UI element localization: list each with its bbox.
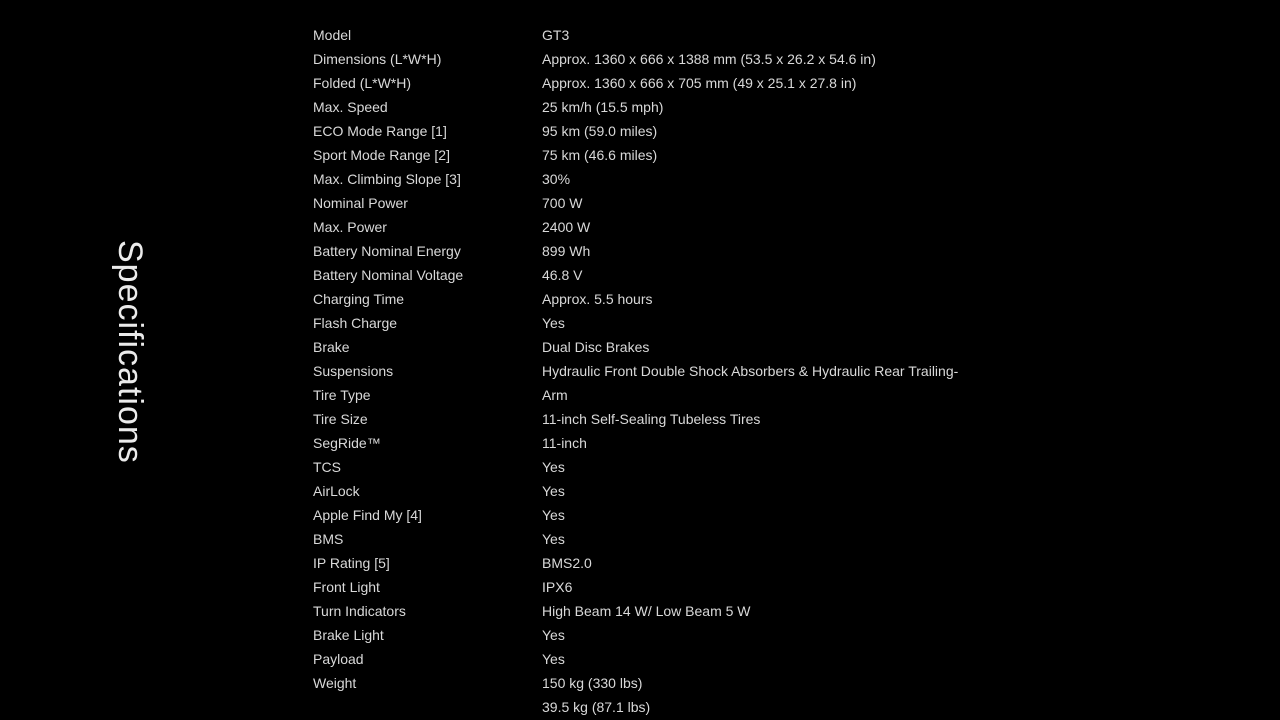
spec-row (313, 575, 1213, 599)
spec-row (313, 647, 1213, 671)
spec-table (313, 23, 1213, 719)
spec-label: BMS (313, 531, 344, 547)
spec-value: 150 kg (330 lbs) (542, 675, 643, 691)
spec-row (313, 47, 1213, 71)
spec-value: High Beam 14 W/ Low Beam 5 W (542, 603, 751, 619)
spec-label: AirLock (313, 483, 360, 499)
spec-label: Battery Nominal Voltage (313, 267, 464, 283)
spec-value: GT3 (542, 27, 570, 43)
spec-row (313, 599, 1213, 623)
spec-value: 30% (542, 171, 571, 187)
spec-row (313, 623, 1213, 647)
spec-row (313, 479, 1213, 503)
spec-row (313, 671, 1213, 695)
spec-row (313, 215, 1213, 239)
spec-value: Yes (542, 483, 565, 499)
spec-row (313, 527, 1213, 551)
spec-value: 95 km (59.0 miles) (542, 123, 658, 139)
spec-value: BMS2.0 (542, 555, 592, 571)
spec-label: IP Rating [5] (313, 555, 390, 571)
spec-value: Yes (542, 627, 565, 643)
spec-label: Tire Size (313, 411, 368, 427)
spec-row (313, 143, 1213, 167)
spec-value: 2400 W (542, 219, 591, 235)
spec-row (313, 335, 1213, 359)
spec-row (313, 287, 1213, 311)
spec-value: Hydraulic Front Double Shock Absorbers & Hydraulic Rear Trailing- (542, 363, 959, 379)
spec-value: Yes (542, 315, 565, 331)
page-title: Specifications (111, 240, 149, 464)
spec-row (313, 119, 1213, 143)
spec-value: Yes (542, 507, 565, 523)
spec-value: 46.8 V (542, 267, 583, 283)
spec-value: Arm (542, 387, 568, 403)
spec-row (313, 455, 1213, 479)
spec-label: TCS (313, 459, 341, 475)
spec-row (313, 503, 1213, 527)
spec-row (313, 191, 1213, 215)
spec-row (313, 431, 1213, 455)
spec-label: Max. Speed (313, 99, 388, 115)
spec-value: Approx. 1360 x 666 x 705 mm (49 x 25.1 x 27.8 in) (542, 75, 857, 91)
spec-label: ECO Mode Range [1] (313, 123, 447, 139)
spec-label: Apple Find My [4] (313, 507, 422, 523)
spec-value: 39.5 kg (87.1 lbs) (542, 699, 651, 715)
spec-label: Folded (L*W*H) (313, 75, 412, 91)
spec-value: IPX6 (542, 579, 573, 595)
spec-label: Charging Time (313, 291, 405, 307)
spec-row (313, 359, 1213, 383)
spec-row (313, 695, 1213, 719)
spec-label: Model (313, 27, 352, 43)
spec-value: 25 km/h (15.5 mph) (542, 99, 664, 115)
spec-value: 75 km (46.6 miles) (542, 147, 658, 163)
spec-row (313, 407, 1213, 431)
spec-row (313, 383, 1213, 407)
spec-label: Nominal Power (313, 195, 408, 211)
spec-row (313, 551, 1213, 575)
spec-row (313, 263, 1213, 287)
spec-label: Max. Power (313, 219, 387, 235)
spec-value: 899 Wh (542, 243, 591, 259)
spec-value: 11-inch Self-Sealing Tubeless Tires (542, 411, 761, 427)
spec-label: Brake Light (313, 627, 384, 643)
spec-label: Battery Nominal Energy (313, 243, 461, 259)
spec-value: Approx. 5.5 hours (542, 291, 653, 307)
spec-label: SegRide™ (313, 435, 381, 451)
spec-value: 11-inch (542, 435, 587, 451)
spec-value: 700 W (542, 195, 583, 211)
spec-label: Tire Type (313, 387, 371, 403)
spec-label: Max. Climbing Slope [3] (313, 171, 461, 187)
spec-label: Weight (313, 675, 357, 691)
spec-value: Yes (542, 651, 565, 667)
spec-row (313, 311, 1213, 335)
spec-value: Yes (542, 531, 565, 547)
spec-label: Front Light (313, 579, 380, 595)
spec-label: Turn Indicators (313, 603, 406, 619)
spec-value: Approx. 1360 x 666 x 1388 mm (53.5 x 26.2 x 54.6 in) (542, 51, 876, 67)
spec-label: Dimensions (L*W*H) (313, 51, 442, 67)
spec-row (313, 95, 1213, 119)
spec-row (313, 23, 1213, 47)
spec-row (313, 167, 1213, 191)
spec-value: Yes (542, 459, 565, 475)
spec-label: Brake (313, 339, 350, 355)
spec-label: Flash Charge (313, 315, 398, 331)
spec-label: Sport Mode Range [2] (313, 147, 450, 163)
spec-label: Payload (313, 651, 364, 667)
spec-label: Suspensions (313, 363, 394, 379)
spec-value: Dual Disc Brakes (542, 339, 650, 355)
spec-row (313, 71, 1213, 95)
spec-row (313, 239, 1213, 263)
